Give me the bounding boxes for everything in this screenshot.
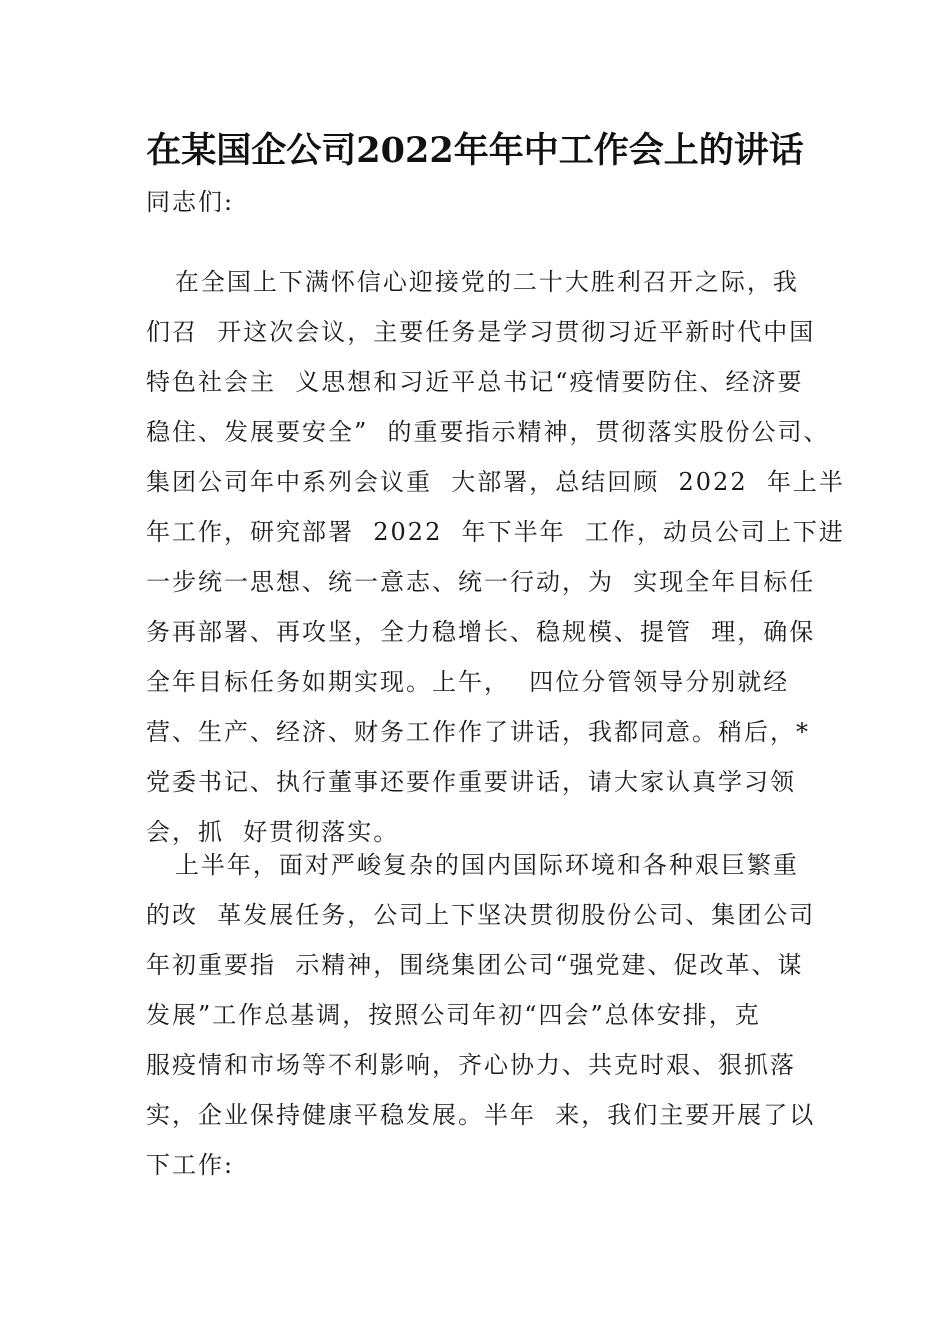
paragraph-line: 营、生产、经济、财务工作作了讲话，我都同意。稍后，*: [146, 718, 810, 746]
paragraph-line: 特色社会主 义思想和习近平总书记“疫情要防住、经济要: [146, 368, 804, 396]
paragraph-line: 党委书记、执行董事还要作重要讲话，请大家认真学习领: [146, 768, 796, 796]
paragraph-line: 上半年，面对严峻复杂的国内国际环境和各种艰巨繁重: [146, 851, 799, 879]
paragraph-line: 服疫情和市场等不利影响，齐心协力、共克时艰、狠抓落: [146, 1051, 796, 1079]
paragraph-1: [146, 257, 845, 857]
paragraph-line: 一步统一思想、统一意志、统一行动，为 实现全年目标任: [146, 568, 816, 596]
paragraph-line: 务再部署、再攻坚，全力稳增长、稳规模、提管 理，确保: [146, 618, 816, 646]
paragraph-line: 会，抓 好贯彻落实。: [146, 818, 400, 846]
paragraph-line: 集团公司年中系列会议重 大部署，总结回顾 2022 年上半: [146, 468, 845, 496]
paragraph-line: 年初重要指 示精神，围绕集团公司“强党建、促改革、谋: [146, 951, 804, 979]
document-title: 在某国企公司2022年年中工作会上的讲话: [146, 130, 804, 171]
paragraph-2: [146, 840, 836, 1190]
paragraph-line: 们召 开这次会议，主要任务是学习贯彻习近平新时代中国: [146, 318, 816, 346]
salutation: 同志们:: [146, 188, 235, 216]
paragraph-line: 稳住、发展要安全” 的重要指示精神，贯彻落实股份公司、: [146, 418, 830, 446]
paragraph-line: 在全国上下满怀信心迎接党的二十大胜利召开之际，我: [146, 268, 799, 296]
paragraph-line: 的改 革发展任务，公司上下坚决贯彻股份公司、集团公司: [146, 901, 816, 929]
paragraph-line: 发展”工作总基调，按照公司年初“四会”总体安排，克: [146, 1001, 761, 1029]
paragraph-line: 全年目标任务如期实现。上午， 四位分管领导分别就经: [146, 668, 790, 696]
paragraph-line: 实，企业保持健康平稳发展。半年 来，我们主要开展了以: [146, 1101, 816, 1129]
paragraph-line: 下工作:: [146, 1151, 235, 1179]
paragraph-line: 年工作，研究部署 2022 年下半年 工作，动员公司上下进: [146, 518, 845, 546]
